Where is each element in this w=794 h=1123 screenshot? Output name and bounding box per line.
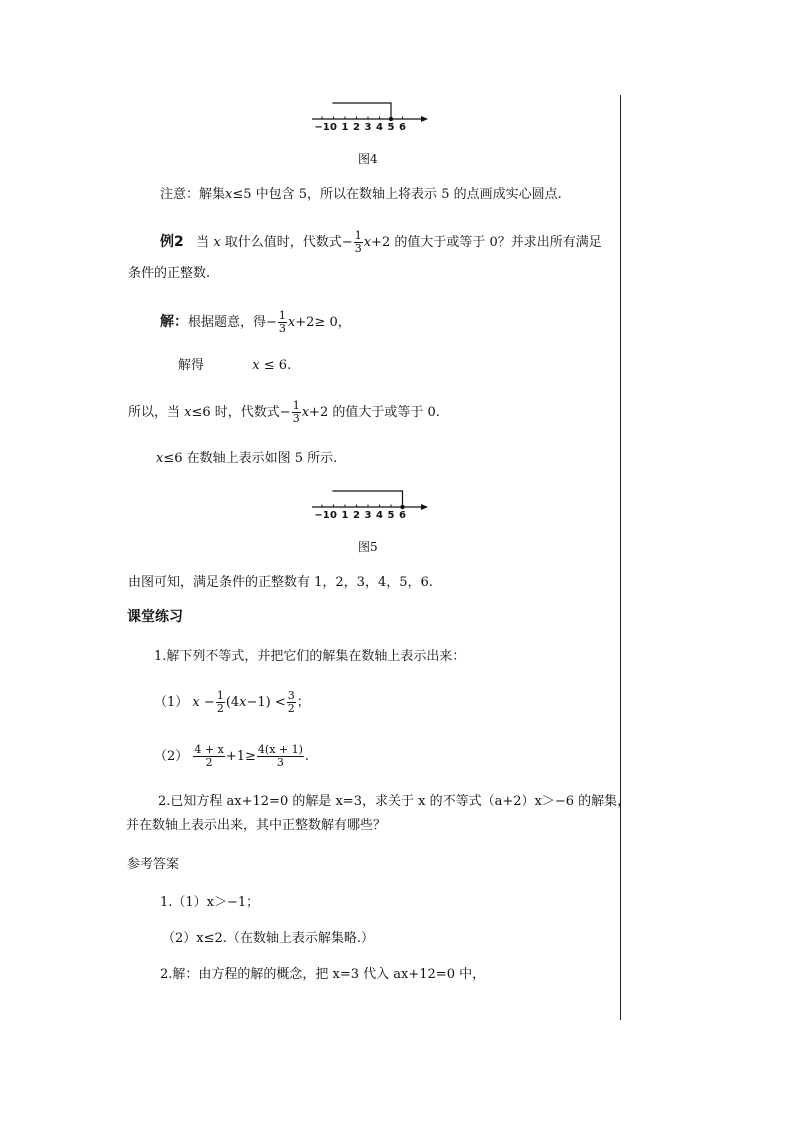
fraction-denominator: 3 [276, 756, 284, 769]
note-prefix: 注意：解集 [160, 187, 226, 202]
q1a-paren: (4 [225, 695, 240, 710]
practice-q1b [154, 744, 309, 769]
example-2-fraction [354, 230, 363, 255]
practice-q2-line-2: 并在数轴上表示出来，其中正整数解有哪些？ [126, 818, 387, 833]
tick-label: 6 [399, 122, 406, 132]
q1a-fraction-2 [287, 690, 296, 715]
solve-var: x [252, 358, 260, 373]
solution-x: x [287, 315, 296, 330]
solve-rest: ≤ 6. [263, 358, 292, 373]
answer-1: 1.（1）x＞−1； [160, 895, 260, 910]
solid-endpoint-dot [389, 117, 393, 121]
tick-label: 5 [387, 122, 395, 132]
represent-rest: ≤6 在数轴上表示如图 5 所示. [163, 451, 338, 466]
q1a-x: x [192, 695, 200, 710]
tick-label: 1 [341, 510, 349, 520]
fraction-denominator: 3 [292, 412, 300, 425]
practice-q1a [154, 690, 310, 715]
so-x: x [301, 405, 310, 420]
solve-line [178, 357, 291, 375]
figure-4-caption: 图4 [358, 152, 378, 166]
note-paragraph [160, 186, 562, 204]
fraction-denominator: 2 [287, 702, 295, 715]
example-2-line-1 [160, 230, 602, 255]
example-2-q2: 取什么值时，代数式− [224, 235, 353, 250]
so-prefix: 所以，当 [128, 405, 181, 420]
fraction-denominator: 2 [205, 756, 213, 769]
fraction-denominator: 2 [216, 702, 224, 715]
q1a-end: ； [296, 695, 310, 710]
example-2-line-2: 条件的正整数. [128, 266, 211, 281]
tick-label: 5 [387, 510, 395, 520]
fraction-numerator: 4 + x [194, 743, 224, 756]
note-rest: ≤5 中包含 5，所以在数轴上将表示 5 的点画成实心圆点. [232, 187, 562, 202]
fraction-denominator: 3 [354, 242, 362, 255]
solution-s1: 根据题意，得− [188, 315, 277, 330]
margin-rule [620, 95, 621, 1020]
answer-3: 2.解：由方程的解的概念，把 x=3 代入 ax+12=0 中， [160, 967, 486, 982]
tick-label: 6 [399, 510, 406, 520]
figure-5-caption: 图5 [358, 540, 378, 554]
q1a-rest: −1) < [246, 695, 286, 710]
tick-label: −1 [314, 122, 330, 132]
q1a-fraction-1 [216, 690, 225, 715]
conclusion: 由图可知，满足条件的正整数有 1，2，3，4，5，6. [128, 575, 433, 590]
fraction-numerator: 1 [292, 399, 300, 412]
q1b-fraction-2 [257, 744, 304, 769]
practice-q1: 1.解下列不等式，并把它们的解集在数轴上表示出来： [154, 649, 466, 664]
so-mid: ≤6 时，代数式− [191, 405, 291, 420]
tick-label: 0 [330, 510, 337, 520]
solution-line-1 [160, 310, 351, 335]
so-fraction [292, 400, 301, 425]
fraction-numerator: 4(x + 1) [257, 743, 303, 756]
example-2-q4: +2 的值大于或等于 0？并求出所有满足 [371, 235, 602, 250]
q1a-label: （1） [154, 695, 189, 710]
tick-label: 2 [353, 510, 360, 520]
tick-label: 4 [376, 510, 383, 520]
represent-line [156, 450, 337, 468]
tick-label: 4 [376, 122, 383, 132]
solution-range-bracket [332, 103, 391, 119]
q1b-fraction-1 [193, 744, 224, 769]
answer-2: （2）x≤2.（在数轴上表示解集略.） [162, 931, 375, 946]
solve-label: 解得 [178, 358, 205, 373]
example-2-label: 例2 [160, 234, 184, 250]
tick-label: 3 [364, 122, 372, 132]
so-var: x [184, 405, 192, 420]
tick-label: 3 [364, 510, 372, 520]
represent-var: x [156, 451, 164, 466]
so-line [128, 400, 440, 425]
q1b-label: （2） [154, 749, 189, 764]
practice-q2-line-1: 2.已知方程 ax+12=0 的解是 x=3，求关于 x 的不等式（a+2）x＞−6 的解集， [158, 794, 631, 809]
answers-heading: 参考答案 [127, 857, 180, 872]
solution-s3: +2≥ 0， [295, 315, 351, 330]
tick-label: 2 [353, 122, 360, 132]
number-line-figure-4 [310, 100, 435, 132]
fraction-denominator: 3 [278, 322, 286, 335]
solution-label: 解： [160, 314, 188, 330]
example-2-x: x [363, 235, 372, 250]
tick-label: 1 [341, 122, 349, 132]
q1b-mid: +1≥ [225, 749, 256, 764]
solid-endpoint-dot [400, 505, 404, 509]
fraction-numerator: 1 [354, 229, 362, 242]
solution-range-bracket [332, 491, 402, 507]
so-rest: +2 的值大于或等于 0. [309, 405, 440, 420]
q1a-minus: − [203, 695, 215, 710]
q1b-end: . [304, 749, 310, 764]
q1a-x2: x [239, 695, 247, 710]
fraction-numerator: 1 [278, 309, 286, 322]
fraction-numerator: 1 [216, 689, 224, 702]
example-2-var: x [213, 235, 221, 250]
solution-fraction [278, 310, 287, 335]
tick-label: −1 [314, 510, 330, 520]
number-line-figure-5 [310, 488, 435, 520]
example-2-q1: 当 [196, 235, 210, 250]
note-var: x [225, 187, 233, 202]
practice-heading: 课堂练习 [127, 609, 183, 625]
fraction-numerator: 3 [287, 689, 295, 702]
tick-label: 0 [330, 122, 337, 132]
